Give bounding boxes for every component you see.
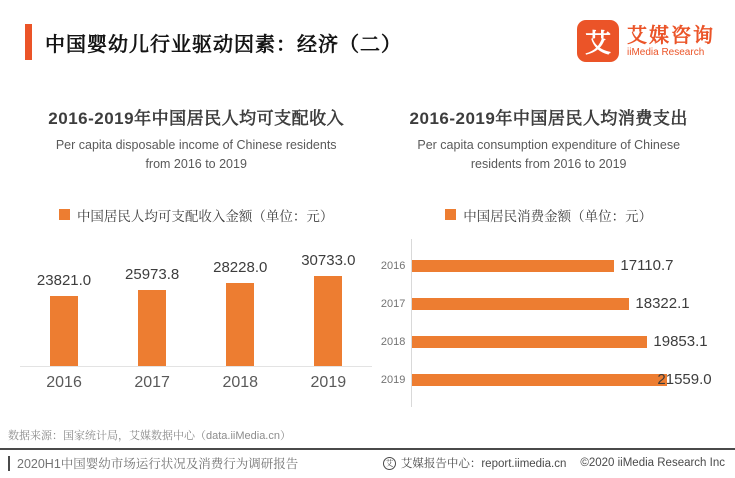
legend: [377, 205, 720, 225]
subtitle-line: Per capita disposable income of Chinese residents: [55, 138, 337, 152]
bar-group: [20, 239, 108, 366]
bar-group: [108, 239, 196, 366]
y-axis-tick-label: 2016: [380, 259, 406, 272]
y-axis-tick-label: 2017: [380, 297, 406, 310]
bar-chart-plot-area: [20, 239, 372, 367]
footer-row: [0, 450, 735, 478]
footer: [0, 427, 735, 478]
bar: [412, 298, 629, 310]
bar-value-label: 25973.8: [125, 265, 180, 283]
y-axis-tick-label: 2019: [380, 373, 406, 386]
y-axis-tick-label: 2018: [380, 335, 406, 348]
legend-swatch-icon: [445, 209, 456, 220]
report-center-url: 艾媒报告中心：report.iimedia.cn: [400, 458, 567, 470]
bar: [412, 374, 667, 386]
logo-text: [627, 25, 715, 58]
bar-row: [412, 285, 720, 323]
bar-value-label: 17110.7: [620, 257, 674, 275]
x-axis-tick-label: 2019: [310, 373, 347, 391]
iimedia-logo: [577, 20, 715, 62]
footer-tick-mark: [8, 456, 10, 471]
bar: [412, 260, 614, 272]
page-title: 中国婴幼儿行业驱动因素：经济（二）: [45, 33, 402, 56]
x-axis-tick-label: 2018: [222, 373, 259, 391]
charts-section: [0, 104, 735, 407]
data-source-note: 数据来源：国家统计局，艾媒数据中心（data.iiMedia.cn）: [8, 430, 291, 442]
hbar-chart-plot-area: [377, 239, 720, 407]
title-accent-bar: [25, 24, 32, 60]
chart-disposable-income: [20, 104, 372, 407]
bar-value-label: 28228.0: [213, 258, 268, 276]
subtitle-line: Per capita consumption expenditure of Chinese: [417, 138, 681, 152]
legend-label: 中国居民消费金额（单位：元）: [463, 208, 653, 224]
bar-row: [412, 247, 720, 285]
bar: [50, 296, 78, 366]
chart-subtitle: [377, 136, 720, 175]
iimedia-seal-icon: 艾: [383, 457, 396, 470]
x-axis-tick-label: 2016: [46, 373, 82, 391]
bar-row: [412, 361, 720, 399]
chart-consumption-expenditure: [377, 104, 720, 407]
iimedia-logo-icon: 艾: [577, 20, 619, 62]
bar-group: [284, 239, 372, 366]
x-axis-labels: [20, 374, 372, 392]
bar-value-label: 21559.0: [657, 371, 712, 389]
logo-name-en: iiMedia Research: [627, 46, 705, 58]
logo-name-cn: 艾媒咨询: [627, 24, 715, 47]
bar-value-label: 18322.1: [635, 295, 690, 313]
chart-subtitle: [20, 136, 372, 175]
bar-row: [412, 323, 720, 361]
chart-title: 2016-2019年中国居民人均可支配收入: [48, 109, 345, 128]
bar: [314, 276, 342, 366]
bar-value-label: 23821.0: [36, 271, 92, 289]
legend-label: 中国居民人均可支配收入金额（单位：元）: [76, 208, 334, 224]
hbar-rows: [411, 239, 720, 407]
subtitle-line: residents from 2016 to 2019: [470, 157, 627, 172]
copyright-text: ©2020 iiMedia Research Inc: [580, 457, 725, 469]
footer-left: [8, 454, 298, 472]
bar: [138, 290, 166, 366]
footer-right: [383, 455, 725, 471]
bar-group: [196, 239, 284, 366]
report-name: 2020H1中国婴幼市场运行状况及消费行为调研报告: [17, 457, 299, 471]
chart-title: 2016-2019年中国居民人均消费支出: [409, 109, 688, 128]
bar: [226, 283, 254, 366]
x-axis-tick-label: 2017: [134, 373, 170, 391]
legend: [20, 205, 372, 225]
bar: [412, 336, 647, 348]
bar-value-label: 19853.1: [653, 333, 708, 351]
bar-value-label: 30733.0: [301, 251, 356, 269]
legend-swatch-icon: [59, 209, 70, 220]
y-axis-labels: [377, 239, 411, 407]
subtitle-line: from 2016 to 2019: [145, 157, 247, 172]
